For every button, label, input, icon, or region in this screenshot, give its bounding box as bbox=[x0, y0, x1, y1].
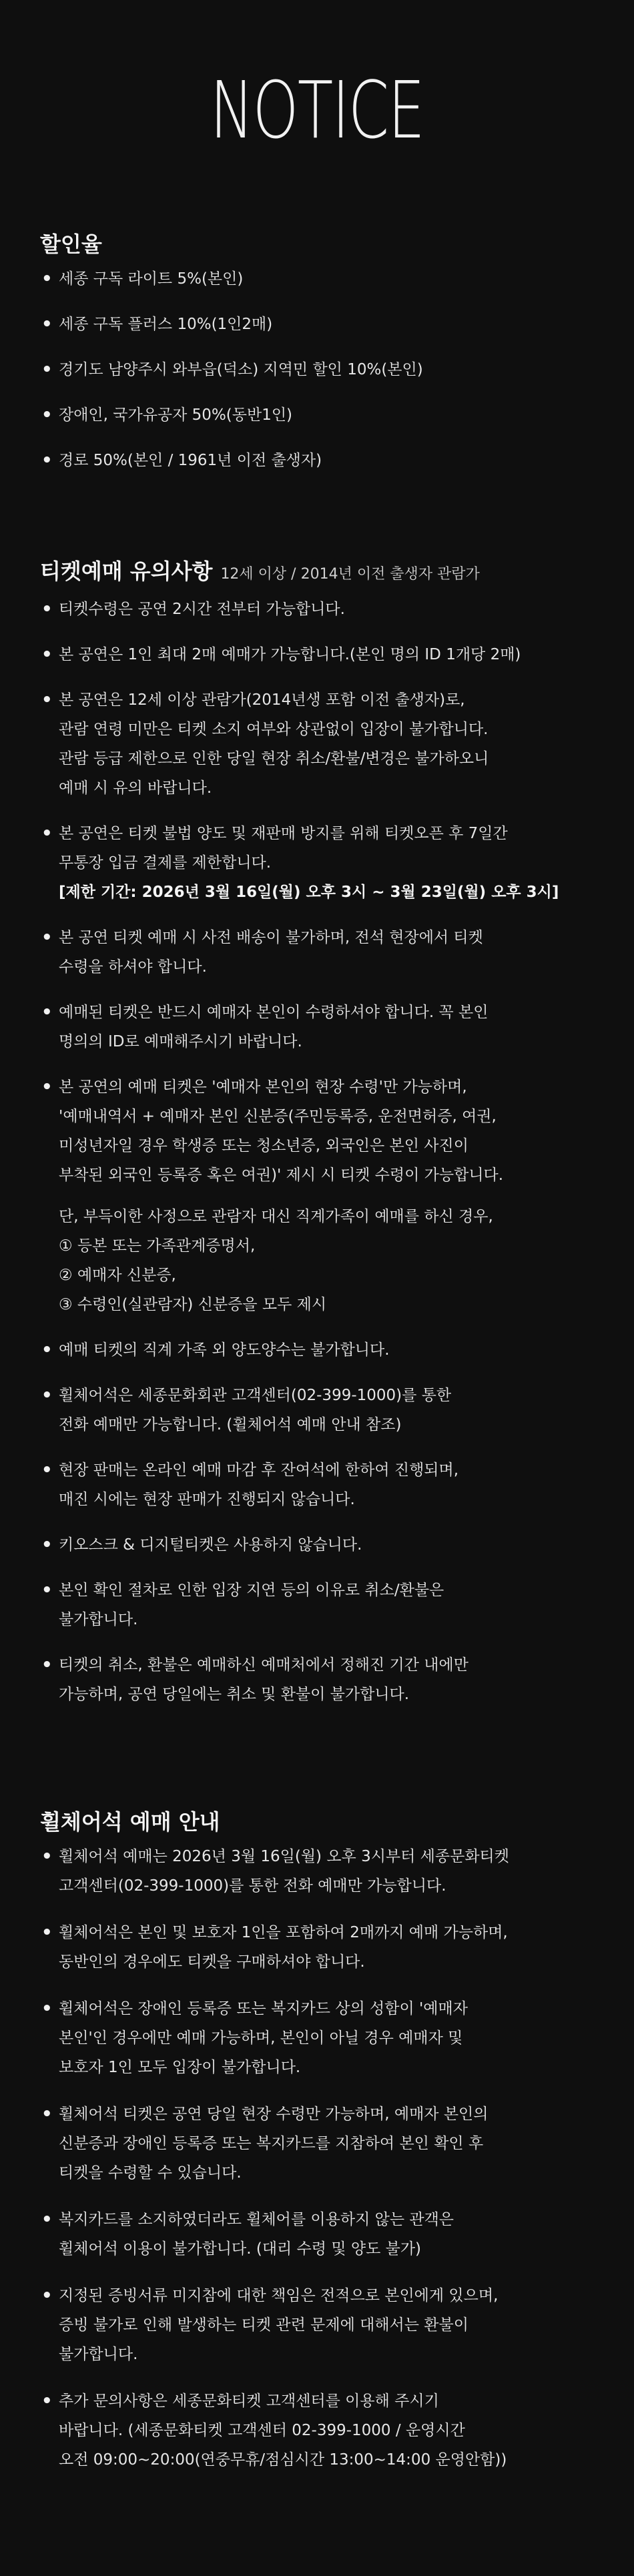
wheelchair-section bbox=[40, 1809, 601, 2492]
bullet-icon: • bbox=[41, 1077, 53, 1097]
ticket-note-line: 티켓수령은 공연 2시간 전부터 가능합니다. bbox=[59, 601, 345, 618]
bullet-icon: • bbox=[41, 2104, 53, 2124]
bullet-icon: • bbox=[41, 645, 53, 665]
bullet-icon: • bbox=[41, 599, 53, 619]
discount-list bbox=[40, 264, 601, 475]
wheelchair-note-line: 동반인의 경우에도 티켓을 구매하셔야 합니다. bbox=[59, 1953, 365, 1971]
ticket-note bbox=[40, 923, 601, 982]
wheelchair-note-line: 오전 09:00~20:00(연중무휴/점심시간 13:00~14:00 운영안함)) bbox=[59, 2451, 507, 2469]
wheelchair-note-line: 신분증과 장애인 등록증 또는 복지카드를 지참하여 본인 확인 후 bbox=[59, 2135, 484, 2152]
ticket-note-line: 현장 판매는 온라인 예매 마감 후 잔여석에 한하여 진행되며, bbox=[59, 1462, 459, 1479]
bullet-icon: • bbox=[41, 1847, 53, 1867]
bullet-icon: • bbox=[41, 2286, 53, 2306]
ticket-note-line: 본인 확인 절차로 인한 입장 지연 등의 이유로 취소/환불은 bbox=[59, 1582, 444, 1599]
ticket-note bbox=[40, 1650, 601, 1709]
ticket-note-line: 가능하며, 공연 당일에는 취소 및 환불이 불가합니다. bbox=[59, 1686, 410, 1703]
ticket-note-line: 휠체어석은 세종문화회관 고객센터(02-399-1000)를 통한 bbox=[59, 1387, 452, 1404]
ticket-note-line: 관람 등급 제한으로 인한 당일 현장 취소/환불/변경은 불가하오니 bbox=[59, 750, 489, 767]
discount-item-text: 장애인, 국가유공자 50%(동반1인) bbox=[59, 406, 293, 424]
wheelchair-note bbox=[40, 1994, 601, 2082]
sub-block bbox=[59, 1202, 601, 1319]
discount-title: 할인율 bbox=[40, 232, 102, 257]
ticket-note-line: 수령을 하셔야 합니다. bbox=[59, 958, 207, 976]
wheelchair-note bbox=[40, 2100, 601, 2188]
ticket-notes-heading bbox=[40, 558, 601, 588]
wheelchair-note-line: 증빙 불가로 인해 발생하는 티켓 관련 문제에 대해서는 환불이 bbox=[59, 2316, 468, 2334]
wheelchair-note bbox=[40, 1918, 601, 1977]
ticket-note bbox=[40, 685, 601, 803]
ticket-note-line: 키오스크 & 디지털티켓은 사용하지 않습니다. bbox=[59, 1536, 362, 1554]
ticket-note bbox=[40, 1456, 601, 1514]
ticket-note bbox=[40, 819, 601, 907]
ticket-note-line: 관람 연령 미만은 티켓 소지 여부와 상관없이 입장이 불가합니다. bbox=[59, 721, 489, 738]
wheelchair-note-line: 추가 문의사항은 세종문화티켓 고객센터를 이용해 주시기 bbox=[59, 2392, 439, 2410]
bullet-icon: • bbox=[41, 1999, 53, 2019]
bullet-icon: • bbox=[41, 1002, 53, 1022]
discount-item-text: 경로 50%(본인 / 1961년 이전 출생자) bbox=[59, 452, 322, 469]
ticket-note-line: 본 공연은 티켓 불법 양도 및 재판매 방지를 위해 티켓오픈 후 7일간 bbox=[59, 825, 508, 842]
ticket-note-line: 예매 티켓의 직계 가족 외 양도양수는 불가합니다. bbox=[59, 1341, 390, 1359]
ticket-note-line: 예매된 티켓은 반드시 예매자 본인이 수령하셔야 합니다. 꼭 본인 bbox=[59, 1004, 489, 1021]
ticket-note-line: 예매 시 유의 바랍니다. bbox=[59, 779, 212, 797]
discount-section bbox=[40, 231, 601, 491]
wheelchair-note-line: 휠체어석 이용이 불가합니다. (대리 수령 및 양도 불가) bbox=[59, 2240, 422, 2258]
ticket-note-line: 전화 예매만 가능합니다. (휠체어석 예매 안내 참조) bbox=[59, 1416, 402, 1433]
ticket-notes-subtitle: 12세 이상 / 2014년 이전 출생자 관람가 bbox=[220, 566, 480, 583]
ticket-note bbox=[40, 1530, 601, 1560]
bullet-icon: • bbox=[41, 405, 53, 425]
discount-item bbox=[40, 400, 601, 430]
wheelchair-note-line: 휠체어석은 본인 및 보호자 1인을 포함하여 2매까지 예매 가능하며, bbox=[59, 1924, 508, 1941]
sub-line: ③ 수령인(실관람자) 신분증을 모두 제시 bbox=[59, 1296, 327, 1313]
bullet-icon: • bbox=[41, 269, 53, 289]
ticket-note-line: 명의의 ID로 예매해주시기 바랍니다. bbox=[59, 1033, 302, 1050]
bullet-icon: • bbox=[41, 360, 53, 380]
ticket-note-line: 본 공연은 1인 최대 2매 예매가 가능합니다.(본인 명의 ID 1개당 2매) bbox=[59, 646, 521, 663]
ticket-notes-section bbox=[40, 558, 601, 1725]
ticket-note bbox=[40, 640, 601, 669]
discount-item bbox=[40, 264, 601, 294]
bullet-icon: • bbox=[41, 1923, 53, 1943]
wheelchair-note-line: 보호자 1인 모두 입장이 불가합니다. bbox=[59, 2059, 301, 2076]
discount-item-text: 경기도 남양주시 와부읍(덕소) 지역민 할인 10%(본인) bbox=[59, 361, 423, 378]
ticket-note-line: 무통장 입금 결제를 제한합니다. bbox=[59, 854, 272, 872]
wheelchair-note-line: 바랍니다. (세종문화티켓 고객센터 02-399-1000 / 운영시간 bbox=[59, 2422, 465, 2439]
discount-item-text: 세종 구독 플러스 10%(1인2매) bbox=[59, 316, 273, 333]
discount-item-text: 세종 구독 라이트 5%(본인) bbox=[59, 270, 244, 288]
ticket-note-bold-line: [제한 기간: 2026년 3월 16일(월) 오후 3시 ~ 3월 23일(월) 오후 3시] bbox=[59, 884, 559, 901]
ticket-note bbox=[40, 1381, 601, 1439]
ticket-note bbox=[40, 1072, 601, 1319]
ticket-note-line: 불가합니다. bbox=[59, 1611, 138, 1628]
bullet-icon: • bbox=[41, 1580, 53, 1600]
ticket-note-line: 티켓의 취소, 환불은 예매하신 예매처에서 정해진 기간 내에만 bbox=[59, 1656, 468, 1674]
sub-line: ② 예매자 신분증, bbox=[59, 1267, 176, 1284]
bullet-icon: • bbox=[41, 1385, 53, 1405]
wheelchair-note-line: 티켓을 수령할 수 있습니다. bbox=[59, 2164, 242, 2182]
ticket-note bbox=[40, 1335, 601, 1365]
bullet-icon: • bbox=[41, 1340, 53, 1360]
ticket-note-line: 매진 시에는 현장 판매가 진행되지 않습니다. bbox=[59, 1491, 355, 1508]
bullet-icon: • bbox=[41, 2210, 53, 2230]
wheelchair-note-line: 고객센터(02-399-1000)를 통한 전화 예매만 가능합니다. bbox=[59, 1877, 446, 1895]
ticket-note-line: '예매내역서 + 예매자 본인 신분증(주민등록증, 운전면허증, 여권, bbox=[59, 1108, 497, 1125]
ticket-note bbox=[40, 998, 601, 1056]
wheelchair-note-line: 휠체어석 예매는 2026년 3월 16일(월) 오후 3시부터 세종문화티켓 bbox=[59, 1848, 509, 1865]
ticket-note-line: 미성년자일 경우 학생증 또는 청소년증, 외국인은 본인 사진이 bbox=[59, 1137, 468, 1155]
bullet-icon: • bbox=[41, 450, 53, 470]
wheelchair-note-line: 복지카드를 소지하였더라도 휠체어를 이용하지 않는 관객은 bbox=[59, 2211, 454, 2228]
ticket-note bbox=[40, 595, 601, 624]
wheelchair-note-line: 지정된 증빙서류 미지참에 대한 책임은 전적으로 본인에게 있으며, bbox=[59, 2287, 499, 2304]
wheelchair-note-line: 불가합니다. bbox=[59, 2346, 138, 2363]
sub-line: ① 등본 또는 가족관계증명서, bbox=[59, 1237, 256, 1255]
sub-line: 단, 부득이한 사정으로 관람자 대신 직계가족이 예매를 하신 경우, bbox=[59, 1208, 493, 1225]
bullet-icon: • bbox=[41, 690, 53, 710]
bullet-icon: • bbox=[41, 928, 53, 948]
discount-item bbox=[40, 310, 601, 339]
notice-title: NOTICE bbox=[210, 64, 424, 156]
wheelchair-note-line: 휠체어석 티켓은 공연 당일 현장 수령만 가능하며, 예매자 본인의 bbox=[59, 2106, 489, 2123]
wheelchair-title: 휠체어석 예매 안내 bbox=[40, 1809, 220, 1835]
bullet-icon: • bbox=[41, 824, 53, 844]
bullet-icon: • bbox=[41, 1535, 53, 1555]
wheelchair-note bbox=[40, 2281, 601, 2369]
wheelchair-note-line: 휠체어석은 장애인 등록증 또는 복지카드 상의 성함이 '예매자 bbox=[59, 2000, 468, 2017]
bullet-icon: • bbox=[41, 1655, 53, 1675]
wheelchair-note bbox=[40, 2386, 601, 2475]
ticket-note-line: 본 공연 티켓 예매 시 사전 배송이 불가하며, 전석 현장에서 티켓 bbox=[59, 929, 483, 946]
wheelchair-note bbox=[40, 2205, 601, 2264]
discount-item bbox=[40, 355, 601, 384]
wheelchair-note-line: 본인'인 경우에만 예매 가능하며, 본인이 아닐 경우 예매자 및 bbox=[59, 2029, 463, 2047]
ticket-note-line: 본 공연의 예매 티켓은 '예매자 본인의 현장 수령'만 가능하며, bbox=[59, 1078, 467, 1096]
ticket-note bbox=[40, 1576, 601, 1634]
bullet-icon: • bbox=[41, 1460, 53, 1480]
bullet-icon: • bbox=[41, 314, 53, 334]
ticket-note-line: 본 공연은 12세 이상 관람가(2014년생 포함 이전 출생자)로, bbox=[59, 691, 465, 709]
wheelchair-note bbox=[40, 1842, 601, 1901]
ticket-note-line: 부착된 외국인 등록증 혹은 여권)' 제시 시 티켓 수령이 가능합니다. bbox=[59, 1167, 504, 1184]
bullet-icon: • bbox=[41, 2391, 53, 2411]
ticket-notes-title: 티켓예매 유의사항 bbox=[40, 559, 213, 584]
discount-item bbox=[40, 446, 601, 475]
wheelchair-list bbox=[40, 1842, 601, 2475]
ticket-notes-list bbox=[40, 595, 601, 1709]
